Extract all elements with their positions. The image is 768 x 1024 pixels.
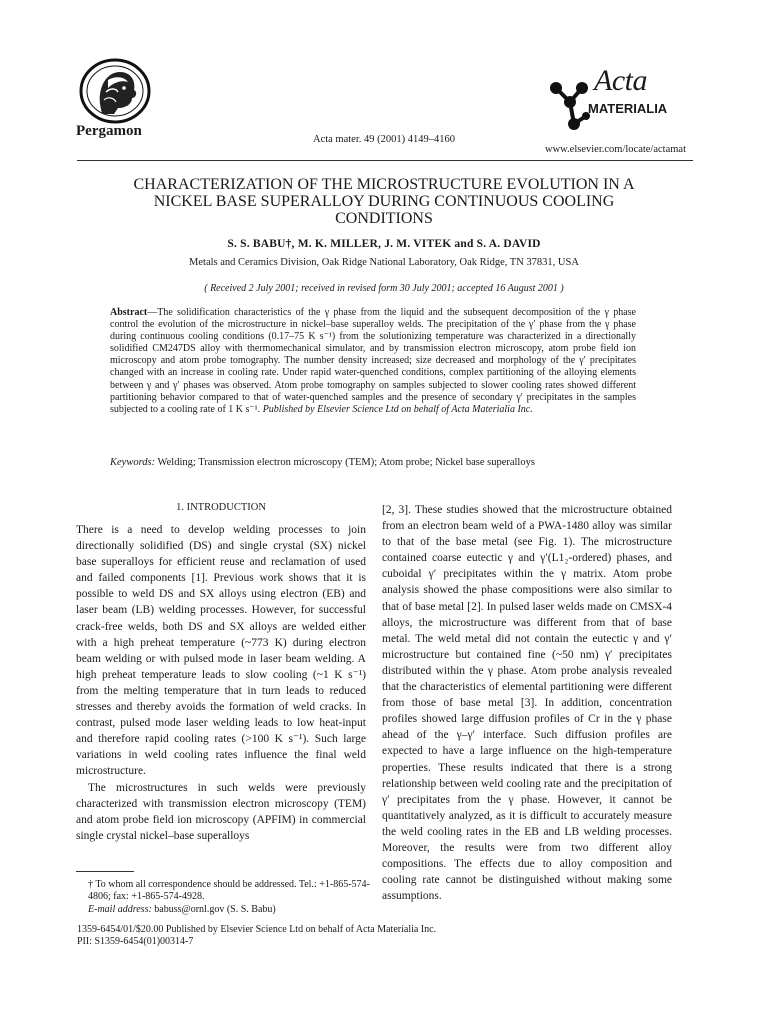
footnote-divider [76, 871, 134, 872]
journal-logo-acta: Acta [594, 64, 647, 97]
keywords [110, 457, 670, 468]
footnote-email [76, 904, 376, 916]
section-heading-introduction: 1. INTRODUCTION [176, 502, 266, 513]
right-column [382, 502, 672, 904]
paragraph: There is a need to develop welding processes to join directionally solidified (DS) and single crystal (SX) nickel base superalloys for efficient reuse and reclamation of used and failed components [1]. Previous work shows that it is possible to weld DS and SX alloys using electron (EB) and laser beam (LB) welding processes. However, for successful crack-free welds, both DS and SX alloys are welded either with a high preheat temperature (~773 K) during electron beam welding or with pulsed mode in laser beam welding. A high preheat temperature leads to slow cooling (~1 K s⁻¹) from the melting temperature that in turn leads to reduced stresses and thereby avoids the formation of weld cracks. In contrast, pulsed mode laser welding leads to low heat-input and therefore rapid cooling rates (>100 K s⁻¹). Such large variations in weld cooling rates influence the final weld microstructure. [76, 524, 366, 778]
article-authors: S. S. BABU†, M. K. MILLER, J. M. VITEK and S. A. DAVID [227, 238, 541, 250]
header-divider [77, 160, 693, 161]
abstract [110, 307, 636, 416]
abstract-label: Abstract [110, 307, 148, 318]
keywords-list: Welding; Transmission electron microscopy (TEM); Atom probe; Nickel base superalloys [155, 457, 535, 468]
journal-url[interactable]: www.elsevier.com/locate/actamat [544, 144, 686, 155]
paragraph: [2, 3]. These studies showed that the microstructure obtained from an electron beam weld of a PWA-1480 alloy was similar to that of the base metal (see Fig. 1). The microstructure contained coarse eutectic γ and γ′(L1₂-ordered) phases, and cuboidal γ′ precipitates within the γ matrix. Atom probe analysis showed the phase compositions were also similar to that of base metal [2]. In pulsed laser welds made on CMSX-4 alloys, the microstructure was different from that of base metal. The weld metal did not contain the eutectic γ and γ′ microstructure but contained fine (~50 nm) γ′ precipitates distributed within the γ phase. Atom probe analysis revealed that the characteristics of elemental partitioning were different from those of base metal [3]. In addition, concentration profiles showed large diffusion profiles of Cr in the γ phase ahead of the γ–γ′ interface. Such diffusion profiles are expected to have a large influence on the high-temperature properties. These results indicated that there is a strong relationship between weld cooling rate and the precipitation of γ′ precipitates from the γ phase. However, it cannot be quantitatively analyzed, as it is difficult to accurately measure the weld cooling rates in the EB and LB welding processes. Moreover, the results were from two different alloy compositions. The effects due to alloy composition and cooling rate cannot be distinguished without making some assumptions. [382, 504, 672, 903]
imprint-pii: PII: S1359-6454(01)00314-7 [77, 936, 194, 948]
publisher-name: Pergamon [76, 123, 142, 139]
journal-citation: Acta mater. 49 (2001) 4149–4160 [312, 134, 455, 145]
left-column [76, 522, 366, 844]
footnote [76, 879, 376, 916]
journal-logo-materialia: MATERIALIA [588, 101, 668, 116]
pergamon-logo-icon [78, 58, 152, 124]
footnote-correspondence: † To whom all correspondence should be addressed. Tel.: +1-865-574-4806; fax: +1-865-574-4928. [88, 879, 370, 903]
keywords-label: Keywords: [110, 457, 156, 468]
article-dates: ( Received 2 July 2001; received in revised form 30 July 2001; accepted 16 August 2001 ) [204, 283, 564, 294]
paragraph: The microstructures in such welds were previously characterized with transmission electron microscopy (TEM) and atom probe field ion microscopy (APFIM) in commercial single crystal nickel–base superalloys [76, 781, 366, 842]
abstract-publisher-note: Published by Elsevier Science Ltd on behalf of Acta Materialia Inc. [260, 403, 533, 415]
email-address[interactable]: babuss@ornl.gov (S. S. Babu) [151, 903, 276, 915]
abstract-text: —The solidification characteristics of the γ phase from the liquid and the subsequent decomposition of the γ phase control the evolution of the microstructure in nickel–base superalloy welds. The precipitation of the γ′ phase from the γ phase during continuous cooling conditions (0.17–75 K s⁻¹) from the solutionizing temperature was characterized in a directionally solidified CM247DS alloy with thermomechanical simulator, and by transmission electron microscopy, atom probe field ion microscopy and atom probe tomography. The number density increased; size decreased and morphology of the γ′ precipitates changed with an increase in cooling rate. Under rapid water-quenched conditions, complex partitioning of the alloying elements between γ and γ′ phases was observed. Atom probe tomography on samples subjected to slower cooling rates showed different partitioning behavior compared to that of water-quenched samples and the presence of secondary γ′ precipitates in the samples subjected to a cooling rate of 1 K s⁻¹. [110, 307, 636, 415]
article-title: CHARACTERIZATION OF THE MICROSTRUCTURE EVOLUTION IN A NICKEL BASE SUPERALLOY DURING CONTINUOUS COOLING CONDITIONS [133, 176, 635, 227]
author-affiliation: Metals and Ceramics Division, Oak Ridge National Laboratory, Oak Ridge, TN 37831, USA [189, 257, 579, 268]
imprint [77, 924, 436, 949]
imprint-issn: 1359-6454/01/$20.00 Published by Elsevier Science Ltd on behalf of Acta Materialia Inc. [77, 924, 437, 935]
email-label: E-mail address: [88, 903, 152, 915]
